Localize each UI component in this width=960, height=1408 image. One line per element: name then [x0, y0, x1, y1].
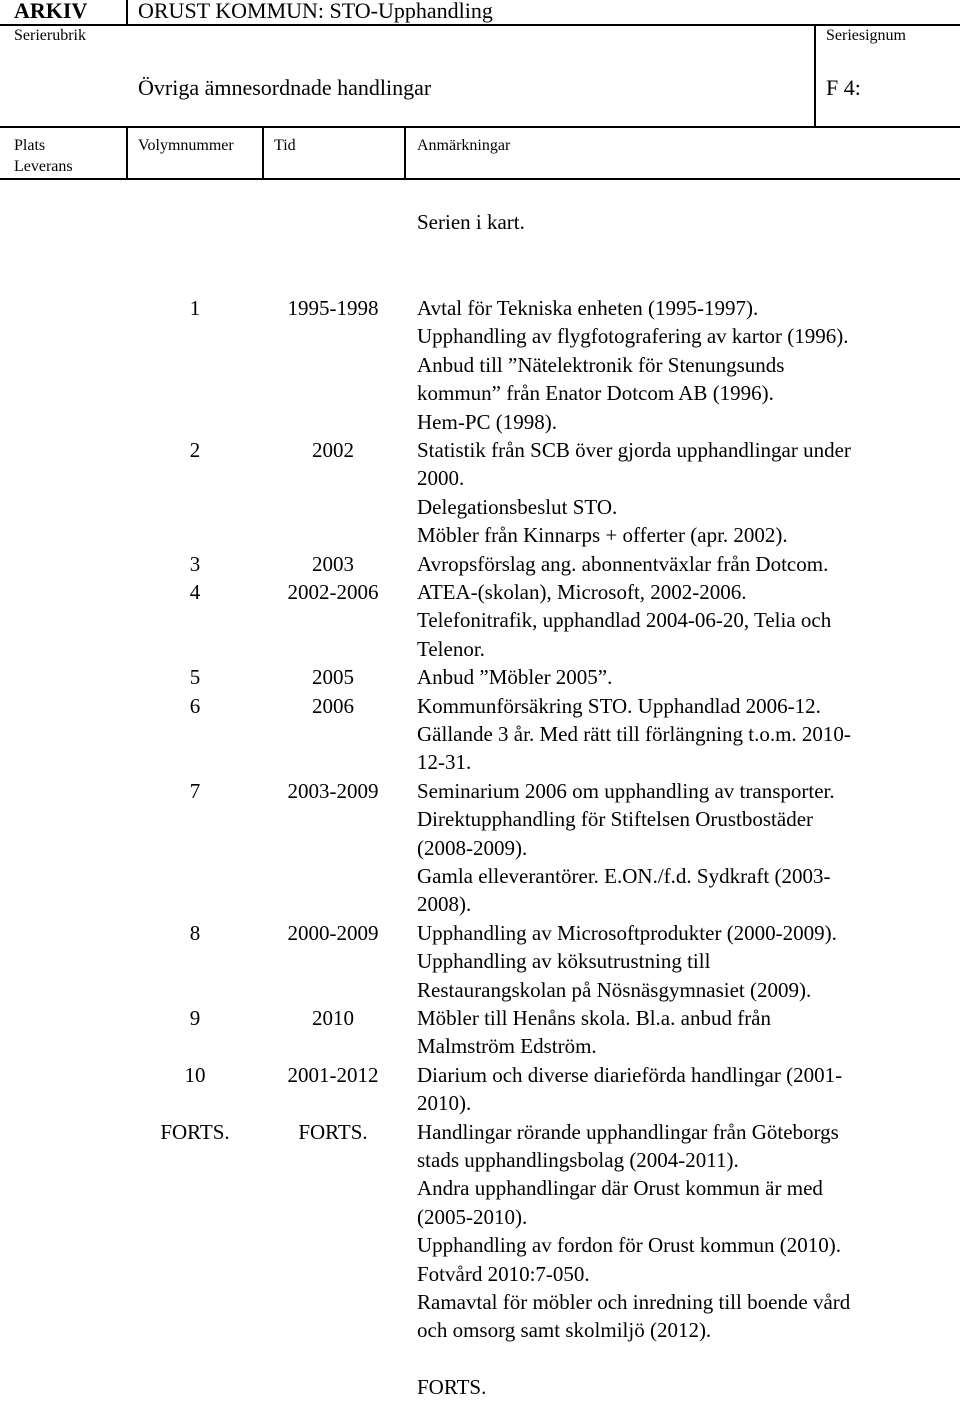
column-anmarkningar-label: Anmärkningar [417, 137, 511, 154]
volume-remark: Statistik från SCB över gjorda upphandlingar under [417, 438, 851, 462]
register-row [0, 1316, 960, 1344]
volume-number: 5 [189, 665, 201, 690]
volume-remark: (2005-2010). [417, 1204, 528, 1229]
register-row [0, 692, 960, 720]
volume-remark: Anbud till ”Nätelektronik för Stenungsunds [417, 352, 785, 377]
column-divider-plats [126, 126, 128, 180]
volume-remark: Möbler från Kinnarps + offerter (apr. 2002). [417, 523, 788, 548]
register-row [0, 947, 960, 975]
column-leverans-label: Leverans [14, 158, 73, 175]
volume-remark: Ramavtal för möbler och inredning till boende vård [417, 1290, 851, 1314]
volume-remark: kommun” från Enator Dotcom AB (1996). [417, 381, 774, 406]
register-row [0, 805, 960, 833]
serierubrik-label: Serierubrik [14, 27, 86, 44]
register-row [0, 464, 960, 492]
volume-number: 8 [189, 920, 201, 945]
register-row [0, 834, 960, 862]
volume-period: 2000-2009 [287, 920, 379, 945]
volume-period: 2003 [312, 551, 354, 576]
register-row [0, 550, 960, 578]
volume-register [0, 294, 960, 1406]
kommun-title: ORUST KOMMUN: STO-Upphandling [138, 0, 493, 23]
volume-remark: 12-31. [417, 750, 472, 775]
register-row [0, 493, 960, 521]
volume-period: 2002-2006 [287, 580, 379, 604]
register-row [0, 1345, 960, 1373]
column-volymnummer-label: Volymnummer [138, 137, 234, 154]
volume-remark: Hem-PC (1998). [417, 409, 557, 434]
register-row [0, 663, 960, 691]
volume-remark: FORTS. [417, 1375, 487, 1400]
register-row [0, 1231, 960, 1259]
register-row [0, 890, 960, 918]
volume-remark: (2008-2009). [417, 835, 528, 860]
volume-remark: Upphandling av fordon för Orust kommun (2010). [417, 1233, 842, 1258]
register-row [0, 1174, 960, 1202]
register-row [0, 351, 960, 379]
volume-remark: Seminarium 2006 om upphandling av transporter. [417, 778, 835, 803]
volume-remark: Avtal för Tekniska enheten (1995-1997). [417, 296, 759, 320]
volume-number: 4 [189, 580, 201, 604]
column-divider-volym [262, 126, 264, 180]
volume-remark: ATEA-(skolan), Microsoft, 2002-2006. [417, 580, 747, 604]
register-row [0, 976, 960, 1004]
volume-remark: Gamla elleverantörer. E.ON./f.d. Sydkraft (2003- [417, 864, 831, 888]
volume-period: 2010 [312, 1006, 354, 1030]
volume-remark: Direktupphandling för Stiftelsen Orustbostäder [417, 807, 814, 832]
register-row [0, 379, 960, 407]
volume-number: 10 [184, 1062, 206, 1087]
volume-number: 7 [189, 778, 201, 803]
register-row [0, 606, 960, 634]
volume-period: 2005 [312, 665, 354, 690]
register-row [0, 1373, 960, 1401]
register-row [0, 862, 960, 890]
volume-remark: Delegationsbeslut STO. [417, 494, 618, 519]
seriesignum-label: Seriesignum [826, 27, 906, 44]
series-note: Serien i kart. [417, 210, 525, 234]
header-divider-bottom [0, 126, 960, 128]
volume-remark: Andra upphandlingar där Orust kommun är med [417, 1176, 823, 1201]
volume-remark: Fotvård 2010:7-050. [417, 1261, 590, 1286]
volume-remark: Gällande 3 år. Med rätt till förlängning t.o.m. 2010- [417, 722, 851, 746]
register-row [0, 635, 960, 663]
volume-remark: Avropsförslag ang. abonnentväxlar från Dotcom. [417, 551, 829, 576]
volume-remark: Restaurangskolan på Nösnäsgymnasiet (2009). [417, 977, 812, 1002]
register-row [0, 1146, 960, 1174]
volume-remark: Malmström Edström. [417, 1034, 597, 1059]
register-row [0, 1004, 960, 1032]
volume-period: 2002 [312, 438, 354, 462]
volume-remark: 2010). [417, 1091, 472, 1116]
register-row [0, 1061, 960, 1089]
volume-number: 1 [189, 296, 201, 320]
register-row [0, 578, 960, 606]
volume-remark: 2008). [417, 892, 472, 917]
register-row [0, 408, 960, 436]
volume-number: 2 [189, 438, 201, 462]
volume-remark: och omsorg samt skolmiljö (2012). [417, 1318, 712, 1343]
volume-period: 2001-2012 [287, 1062, 379, 1087]
header-divider-signum [814, 24, 816, 128]
volume-remark: Diarium och diverse diarieförda handlingar (2001- [417, 1062, 843, 1087]
register-row [0, 1089, 960, 1117]
column-divider-tid [404, 126, 406, 180]
register-row [0, 720, 960, 748]
header-divider-top [0, 24, 960, 26]
volume-number: 6 [189, 693, 201, 718]
volume-remark: Anbud ”Möbler 2005”. [417, 665, 613, 690]
register-row [0, 1288, 960, 1316]
volume-remark: Upphandling av köksutrustning till [417, 949, 711, 974]
volume-remark: Telefonitrafik, upphandlad 2004-06-20, Telia och [417, 608, 832, 633]
register-row [0, 521, 960, 549]
volume-period: 2003-2009 [287, 778, 379, 803]
register-row [0, 436, 960, 464]
volume-number: 3 [189, 551, 201, 576]
columns-divider-bottom [0, 178, 960, 180]
seriesignum-value: F 4: [826, 75, 861, 100]
volume-remark: Telenor. [417, 636, 485, 661]
volume-remark: Kommunförsäkring STO. Upphandlad 2006-12. [417, 693, 821, 718]
register-row [0, 1260, 960, 1288]
volume-period: FORTS. [298, 1119, 368, 1144]
register-row [0, 1118, 960, 1146]
column-plats-label: Plats [14, 137, 46, 154]
volume-number: FORTS. [160, 1119, 230, 1144]
volume-remark: Möbler till Henåns skola. Bl.a. anbud från [417, 1006, 772, 1030]
serierubrik-value: Övriga ämnesordnade handlingar [138, 75, 432, 100]
volume-period: 1995-1998 [287, 296, 379, 320]
volume-remark: Handlingar rörande upphandlingar från Göteborgs [417, 1119, 839, 1144]
volume-period: 2006 [312, 693, 354, 718]
register-row [0, 777, 960, 805]
register-row [0, 322, 960, 350]
volume-remark: stads upphandlingsbolag (2004-2011). [417, 1148, 739, 1172]
arkiv-label: ARKIV [14, 0, 88, 23]
register-row [0, 1203, 960, 1231]
volume-remark: Upphandling av flygfotografering av kartor (1996). [417, 324, 849, 349]
register-row [0, 294, 960, 322]
register-row [0, 1032, 960, 1060]
volume-remark: Upphandling av Microsoftprodukter (2000-2009). [417, 920, 837, 945]
register-row [0, 748, 960, 776]
header-divider-arkiv [126, 0, 128, 26]
register-row [0, 919, 960, 947]
column-tid-label: Tid [274, 137, 296, 154]
volume-number: 9 [189, 1006, 201, 1030]
volume-remark: 2000. [417, 466, 465, 491]
